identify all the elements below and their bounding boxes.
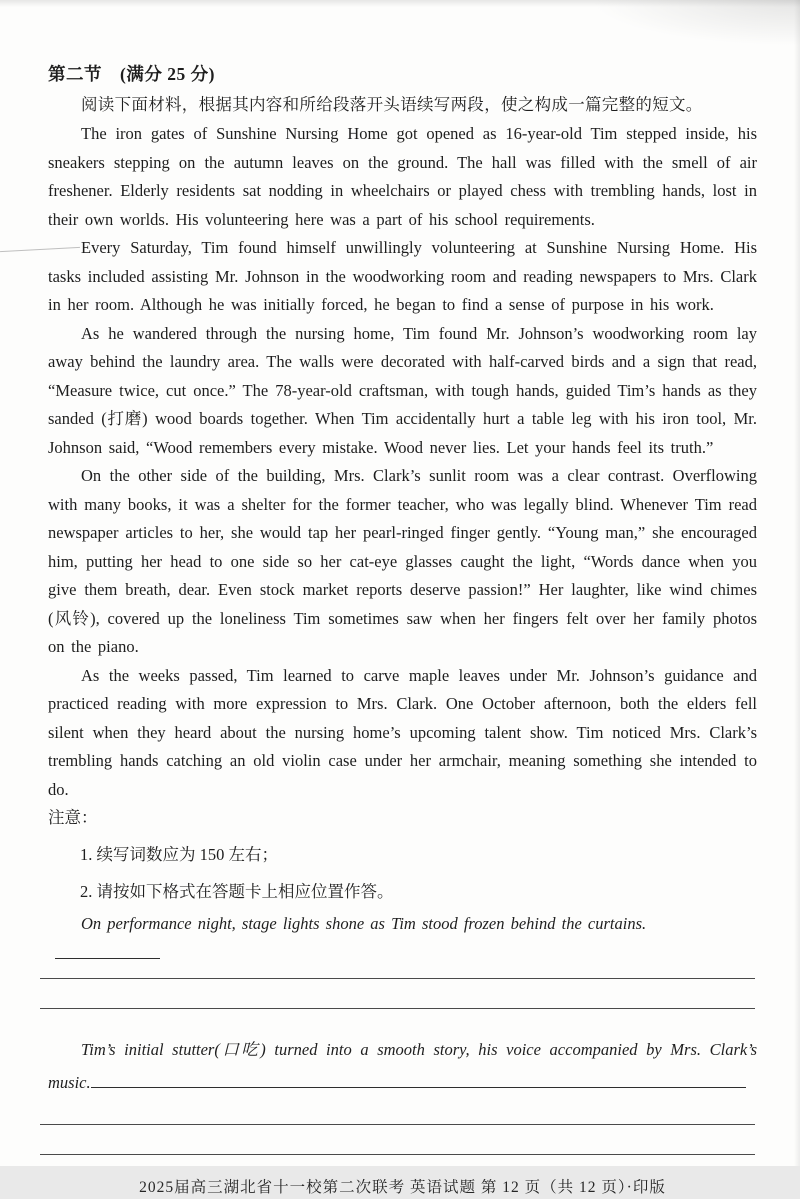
continuation-prompt-2: [48, 1033, 757, 1099]
scan-artifact-right-edge: [794, 0, 800, 1166]
page-content: [48, 60, 757, 1199]
story-paragraph-5: As the weeks passed, Tim learned to carve maple leaves under Mr. Johnson’s guidance and practiced reading with more expression to Mrs. Clark. One October afternoon, both the elders fell silent when they heard about the nursing home’s upcoming talent show. Tim noticed Mrs. Clark’s trembling hands catching an old violin case under her armchair, meaning something she intended to do.: [48, 665, 757, 799]
scan-artifact-top-right: [590, 0, 800, 46]
reading-passage: [48, 120, 757, 804]
answer-line-1: [40, 969, 755, 979]
answer-blank-short: [55, 957, 160, 959]
page-footer: 2025届高三湖北省十一校第二次联考 英语试题 第 12 页（共 12 页）·印版: [139, 1179, 666, 1196]
story-paragraph-1: The iron gates of Sunshine Nursing Home got opened as 16-year-old Tim stepped inside, his sneakers stepping on the autumn leaves on the ground. The hall was filled with the smell of air freshener. Elderly residents sat nodding in wheelchairs or played chess with trembling hands, lost in their own worlds. His volunteering here was a part of his school requirements.: [48, 124, 757, 229]
task-instruction: 阅读下面材料，根据其内容和所给段落开头语续写两段，使之构成一篇完整的短文。: [81, 95, 703, 114]
story-paragraph-3: As he wandered through the nursing home, Tim found Mr. Johnson’s woodworking room lay away behind the laundry area. The walls were decorated with half-carved birds and a sign that read, “Measure twice, cut once.” The 78-year-old craftsman, with tough hands, guided Tim’s hands as they sanded (打磨) wood boards together. When Tim accidentally hurt a table leg with his iron tool, Mr. Johnson said, “Wood remembers every mistake. Wood never lies. Let your hands feel its truth.”: [48, 323, 757, 457]
answer-blank-inline: [91, 1086, 746, 1088]
story-paragraph-2: Every Saturday, Tim found himself unwillingly volunteering at Sunshine Nursing Home. His tasks included assisting Mr. Johnson in the woodworking room and reading newspapers to Mrs. Clark in her room. Although he was initially forced, he began to find a sense of purpose in his work.: [48, 238, 757, 314]
section-header: 第二节 (满分 25 分): [48, 64, 215, 84]
answer-line-4: [40, 1125, 755, 1155]
story-paragraph-4: On the other side of the building, Mrs. Clark’s sunlit room was a clear contrast. Overflowing with many books, it was a shelter for the former teacher, who was legally blind. Whenever Tim read newspaper articles to her, she would tap her pearl-ringed finger gently. “Young man,” she encouraged him, putting her head to one side so her cat-eye glasses caught the light, “Words dance when you give them breath, dear. Even stock market reports deserve passion!” Her laughter, like wind chimes (风铃), covered up the loneliness Tim sometimes saw when her fingers felt over her family photos on the piano.: [48, 466, 757, 656]
answer-line-2: [40, 979, 755, 1009]
answer-line-3: [40, 1099, 755, 1125]
notice-label: 注意：: [48, 808, 98, 827]
continuation-prompt-1-text: On performance night, stage lights shone as Tim stood frozen behind the curtains.: [81, 914, 647, 933]
continuation-prompt-1: [48, 909, 757, 969]
notice-item-2: 2. 请按如下格式在答题卡上相应位置作答。: [80, 882, 394, 901]
continuation-prompt-2-text: Tim’s initial stutter(口吃) turned into a smooth story, his voice accompanied by Mrs. Clark’s music.: [48, 1040, 757, 1092]
scan-artifact-top: [0, 0, 800, 7]
notice-item-1: 1. 续写词数应为 150 左右；: [80, 844, 278, 864]
